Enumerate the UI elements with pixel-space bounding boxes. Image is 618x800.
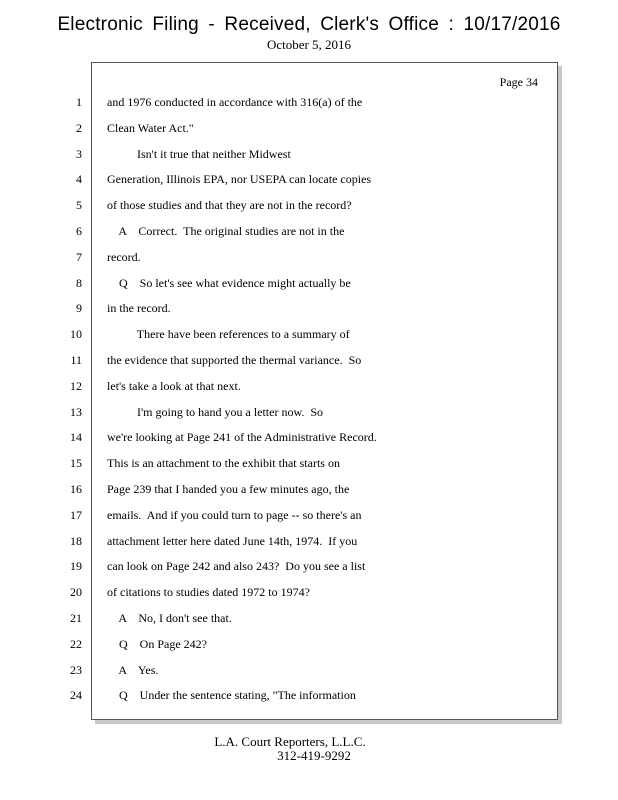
line-text: There have been references to a summary of — [107, 327, 350, 342]
transcript-line — [0, 377, 618, 395]
transcript-line — [0, 299, 618, 317]
line-number: 23 — [70, 662, 82, 677]
transcript-line — [0, 480, 618, 498]
transcript-line — [0, 403, 618, 421]
transcript-line — [0, 222, 618, 240]
transcript-line — [0, 583, 618, 601]
line-text: Generation, Illinois EPA, nor USEPA can locate copies — [107, 172, 372, 187]
line-text: Page 239 that I handed you a few minutes ago, the — [107, 482, 350, 496]
transcript-line — [0, 532, 618, 550]
line-number: 4 — [76, 172, 82, 187]
line-text: Q On Page 242? — [107, 636, 207, 651]
transcript-line — [0, 170, 618, 188]
transcript-line — [0, 428, 618, 446]
line-number: 9 — [76, 301, 82, 316]
line-text: record. — [107, 249, 141, 264]
line-number: 1 — [76, 95, 82, 109]
line-text: Clean Water Act." — [107, 120, 194, 135]
line-text: the evidence that supported the thermal variance. So — [107, 353, 362, 367]
line-number: 18 — [70, 533, 82, 548]
line-number: 12 — [70, 378, 82, 393]
line-text: Q So let's see what evidence might actually be — [107, 275, 351, 290]
line-number: 2 — [76, 120, 82, 135]
transcript-line — [0, 557, 618, 575]
line-text: A No, I don't see that. — [107, 611, 232, 625]
line-number: 3 — [76, 146, 82, 161]
line-number: 13 — [70, 404, 82, 419]
page-number: Page 34 — [499, 75, 538, 89]
line-number: 22 — [70, 636, 82, 651]
line-text: of citations to studies dated 1972 to 1974? — [107, 585, 310, 600]
line-number: 6 — [76, 224, 82, 238]
line-text: in the record. — [107, 301, 171, 316]
transcript-line — [0, 454, 618, 472]
line-text: we're looking at Page 241 of the Administrative Record. — [107, 430, 377, 445]
line-number: 17 — [70, 507, 82, 522]
transcript-line — [0, 661, 618, 679]
line-text: This is an attachment to the exhibit that starts on — [107, 456, 340, 471]
transcript-line — [0, 325, 618, 343]
line-text: and 1976 conducted in accordance with 316(a) of the — [107, 95, 363, 109]
transcript-line — [0, 351, 618, 369]
line-number: 21 — [70, 611, 82, 625]
line-number: 15 — [70, 456, 82, 471]
line-text: can look on Page 242 and also 243? Do you see a list — [107, 559, 366, 574]
line-text: emails. And if you could turn to page -- so there's an — [107, 507, 362, 522]
transcript-line — [0, 609, 618, 627]
line-text: A Yes. — [107, 662, 159, 677]
line-number: 7 — [76, 249, 82, 264]
line-number: 14 — [70, 430, 82, 445]
line-number: 20 — [70, 585, 82, 600]
transcript-line — [0, 635, 618, 653]
line-number: 19 — [70, 559, 82, 574]
line-number: 8 — [76, 275, 82, 290]
transcript-line — [0, 686, 618, 704]
transcript-line — [0, 119, 618, 137]
filing-stamp: Electronic Filing - Received, Clerk's Office : 10/17/2016 — [57, 14, 561, 35]
transcript-line — [0, 506, 618, 524]
line-text: A Correct. The original studies are not in the — [107, 224, 345, 238]
line-text: Q Under the sentence stating, "The information — [107, 688, 356, 703]
line-number: 11 — [70, 353, 82, 367]
line-number: 10 — [70, 327, 82, 342]
line-text: let's take a look at that next. — [107, 378, 241, 393]
footer-company: L.A. Court Reporters, L.L.C. — [214, 734, 366, 749]
transcript-line — [0, 145, 618, 163]
line-number: 5 — [76, 198, 82, 213]
transcript-line — [0, 196, 618, 214]
line-number: 16 — [70, 482, 82, 496]
transcript-line — [0, 248, 618, 266]
line-text: Isn't it true that neither Midwest — [107, 146, 291, 161]
line-number: 24 — [70, 688, 82, 703]
line-text: I'm going to hand you a letter now. So — [107, 404, 324, 419]
transcript-line — [0, 274, 618, 292]
line-text: of those studies and that they are not in the record? — [107, 198, 352, 213]
line-text: attachment letter here dated June 14th, 1974. If you — [107, 533, 358, 548]
deposition-date: October 5, 2016 — [266, 37, 352, 52]
footer-phone: 312-419-9292 — [277, 748, 351, 763]
transcript-line — [0, 93, 618, 111]
